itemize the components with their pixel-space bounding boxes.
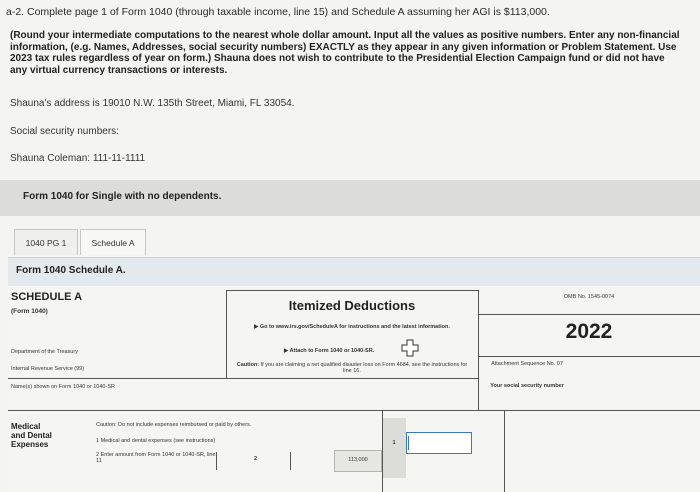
caution-label: Caution: <box>236 362 260 368</box>
line1-label: 1 Medical and dental expenses (see instructions) <box>96 438 216 444</box>
move-cursor-icon <box>400 338 420 358</box>
line2-label: 2 Enter amount from Form 1040 or 1040-SR, line 11 <box>96 452 216 464</box>
ssn-line: Shauna Coleman: 111-11-1111 <box>10 153 146 164</box>
amount-column-rule <box>382 410 383 492</box>
header-right-rule <box>478 290 479 410</box>
line2-inner-left-rule <box>216 452 217 470</box>
line1-medical-expenses-input[interactable] <box>406 432 472 454</box>
section-label: Medical and Dental Expenses <box>11 422 52 449</box>
ssn-heading: Social security numbers: <box>10 126 119 137</box>
tab-schedule-a-label: Schedule A <box>91 237 135 248</box>
form-ref: (Form 1040) <box>11 308 48 315</box>
irs-label: Internal Revenue Service (99) <box>11 366 85 372</box>
line1-input-caret <box>408 436 409 450</box>
address-text: Shauna's address is 19010 N.W. 135th Street, Miami, FL 33054. <box>10 98 295 109</box>
instructions: (Round your intermediate computations to the nearest whole dollar amount. Input all the values as positive numbers. Enter any non-financial information, (e.g. Names, Addresses, social security numbers) EXACTLY as they appear in any given information or Problem Statement. Use 2023 tax rules regardless of year on form.) Shauna does not wish to contribute to the Presidential Election Campaign fund or did not have any virtual currency transactions or interests. <box>10 30 680 76</box>
tab-1040-pg1[interactable] <box>14 229 78 255</box>
tab-schedule-a[interactable] <box>80 229 146 255</box>
caution-body: If you are claiming a net qualified disaster loss on Form 4684, see the instructions for line 16. <box>260 362 468 374</box>
right-column-rule <box>504 410 505 492</box>
names-label: Name(s) shown on Form 1040 or 1040-SR <box>11 384 115 390</box>
schedule-a-form <box>8 286 700 492</box>
tax-year: 2022 <box>565 320 613 343</box>
goto-text: ▶ Go to www.irs.gov/ScheduleA for instructions and the latest information. <box>254 324 450 330</box>
schedule-strip-label: Form 1040 Schedule A. <box>16 265 126 276</box>
line2-num: 2 <box>254 456 258 462</box>
main-title: Itemized Deductions <box>288 298 416 313</box>
tab-1040-pg1-label: 1040 PG 1 <box>25 237 67 248</box>
omb-rule <box>478 314 700 315</box>
line1-num: 1 <box>392 440 396 446</box>
question-title: a-2. Complete page 1 of Form 1040 (through taxable income, line 15) and Schedule A assuming her AGI is $113,000. <box>6 6 550 18</box>
ssn-label: Your social security number <box>490 383 564 389</box>
names-bottom-rule <box>8 410 700 411</box>
header-top-rule <box>226 290 478 291</box>
line2-amount-value: 113,000 <box>348 457 368 463</box>
line-number-column <box>382 418 406 478</box>
year-rule <box>478 356 700 357</box>
omb-number: OMB No. 1545-0074 <box>563 294 615 300</box>
schedule-title: SCHEDULE A <box>11 291 83 303</box>
attach-text: ▶ Attach to Form 1040 or 1040-SR. <box>284 348 375 354</box>
form-type-label: Form 1040 for Single with no dependents. <box>23 191 222 202</box>
section-caution: Caution: Do not include expenses reimbursed or paid by others. <box>96 422 252 428</box>
dept-label: Department of the Treasury <box>11 349 78 355</box>
attachment-sequence: Attachment Sequence No. 07 <box>491 361 563 367</box>
caution-text <box>232 362 472 374</box>
line2-inner-right-rule <box>290 452 291 470</box>
header-bottom-rule <box>8 378 478 379</box>
